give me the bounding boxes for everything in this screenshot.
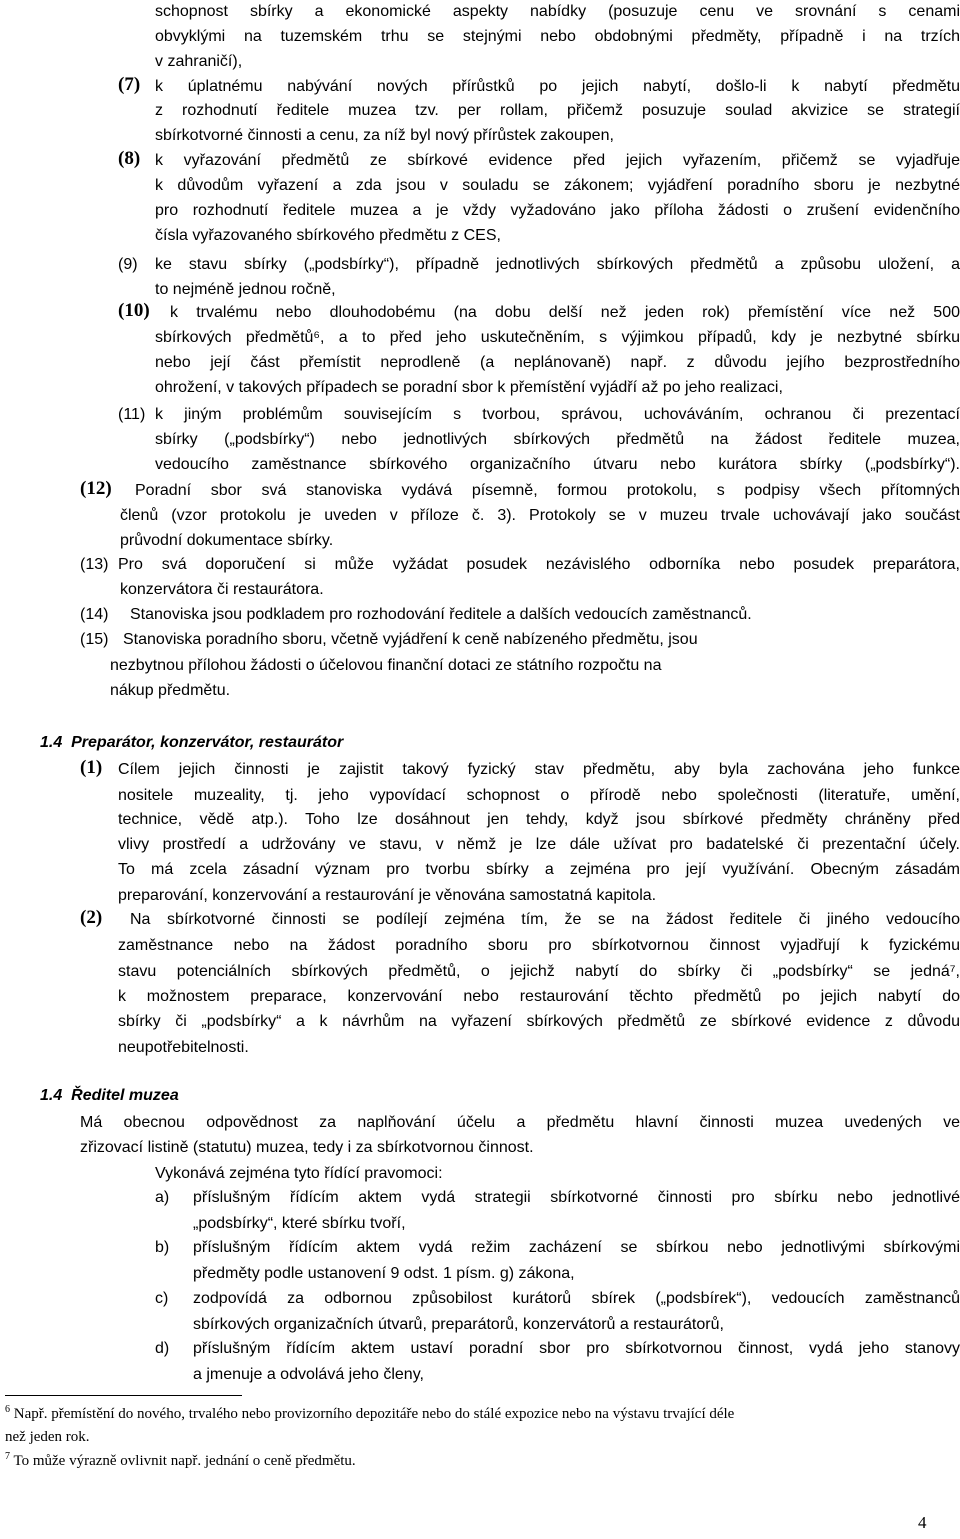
- text-line: vlivy prostředí a udržovány ve stavu, v němž je lze dále užívat pro badatelské či prezentační účely.: [118, 836, 960, 853]
- item-number: d): [155, 1340, 170, 1357]
- text-line: a jmenuje a odvolává jeho členy,: [193, 1366, 424, 1383]
- footnote-mark: 6: [5, 1404, 10, 1415]
- footnote-text: To může výrazně ovlivnit např. jednání o ceně předmětu.: [13, 1453, 356, 1469]
- footnote: [5, 1428, 90, 1446]
- page-number: 4: [918, 1513, 927, 1532]
- text-line: obvyklými na tuzemském trhu se stejnými nebo obdobnými předměty, případně i na trzích: [155, 28, 960, 45]
- footnote: [5, 1405, 734, 1423]
- text-line: nebo její část přemístit neprodleně (a neplánovaně) např. z důvodu jejího bezprostředního: [155, 354, 960, 371]
- item-number: (2): [80, 907, 103, 928]
- item-number: (12): [80, 478, 112, 499]
- text-line: z rozhodnutí ředitele muzea tzv. per rollam, přičemž posuzuje soulad akvizice se strategií: [155, 102, 960, 119]
- text-line: schopnost sbírky a ekonomické aspekty nabídky (posuzuje cenu ve srovnání s cenami: [155, 3, 960, 20]
- text-line: stavu potenciálních sbírkových předmětů, o jejichž nabytí do sbírky či „podsbírky“ se jedná⁷,: [118, 963, 960, 980]
- text-line: konzervátora či restaurátora.: [120, 581, 324, 598]
- text-line: sbírkových organizačních útvarů, preparátorů, konzervátorů a restaurátorů,: [193, 1316, 724, 1333]
- item-number: (11): [118, 406, 146, 423]
- item-number: b): [155, 1239, 170, 1256]
- footnote-text: Např. přemístění do nového, trvalého nebo provizorního depozitáře nebo do stálé expozice nebo na výstavu trvající déle: [13, 1406, 735, 1422]
- text-line: k možnostem preparace, konzervování nebo restaurování těchto předmětů po jejich nabytí do: [118, 988, 960, 1005]
- text-line: ke stavu sbírky („podsbírky“), případně jednotlivých sbírkových předmětů a způsobu uložení, a: [155, 256, 960, 273]
- text-line: To má zcela zásadní význam pro tvorbu sbírky a zejména pro její využívání. Obecným zásadám: [118, 861, 960, 878]
- text-line: sbírkových předmětů⁶, a to před jeho uskutečněním, s výjimkou případů, kdy je nezbytné sbírku: [155, 329, 960, 346]
- text-line: příslušným řídícím aktem vydá strategii sbírkotvorné činnosti pro sbírku nebo jednotlivé: [193, 1189, 960, 1206]
- text-line: k trvalému nebo dlouhodobému (na dobu delší než jeden rok) přemístění více než 500: [170, 304, 960, 321]
- text-line: pro rozhodnutí ředitele muzea a je vždy vyžadováno jako příloha žádosti o zrušení evidenčního: [155, 202, 960, 219]
- item-number: (14): [80, 606, 109, 623]
- item-number: (7): [118, 74, 141, 95]
- text-line: zaměstnance nebo na žádost poradního sboru pro sbírkotvornou činnost vyjadřují k fyzickému: [118, 937, 960, 954]
- text-line: příslušným řídícím aktem ustaví poradní sbor pro sbírkotvornou činnost, vydá jeho stanovy: [193, 1340, 960, 1357]
- item-number: (13): [80, 556, 109, 573]
- footnote-mark: 7: [5, 1451, 10, 1462]
- footnote: [5, 1452, 356, 1470]
- text-line: Má obecnou odpovědnost za naplňování účelu a předmětu hlavní činnosti muzea uvedených ve: [80, 1114, 960, 1131]
- text-line: preparování, konzervování a restaurování je věnována samostatná kapitola.: [118, 887, 657, 904]
- section-heading: 1.4 Ředitel muzea: [40, 1087, 179, 1104]
- text-line: Pro svá doporučení si může vyžádat posudek nezávislého odborníka nebo posudek preparátora,: [118, 556, 960, 573]
- text-line: k vyřazování předmětů ze sbírkové evidence před jejich vyřazením, přičemž se vyjadřuje: [155, 152, 960, 169]
- text-line: sbírky či „podsbírky“ a k návrhům na vyřazení sbírkových předmětů ze sbírkové evidence z důvodu: [118, 1013, 960, 1030]
- text-line: k jiným problémům souvisejícím s tvorbou, správou, uchováváním, ochranou či prezentací: [155, 406, 960, 423]
- text-line: k důvodům vyřazení a zda jsou v souladu se zákonem; vyjádření poradního sboru je nezbytné: [155, 177, 960, 194]
- text-line: Na sbírkotvorné činnosti se podílejí zejména tím, že se na žádost ředitele či jiného vedoucího: [130, 911, 960, 928]
- text-line: průvodní dokumentace sbírky.: [120, 532, 334, 549]
- text-line: neupotřebitelnosti.: [118, 1039, 249, 1056]
- text-line: vedoucího zaměstnance sbírkového organizačního útvaru nebo kurátora sbírky („podsbírky“).: [155, 456, 960, 473]
- text-line: ohrožení, v takových případech se poradní sbor k přemístění vyjádří až po jeho realizaci,: [155, 379, 783, 396]
- text-line: v zahraničí),: [155, 53, 243, 70]
- text-line: Cílem jejich činnosti je zajistit takový fyzický stav předmětu, aby byla zachována jeho funkce: [118, 761, 960, 778]
- text-line: příslušným řídícím aktem vydá režim zacházení se sbírkou nebo jednotlivými sbírkovými: [193, 1239, 960, 1256]
- text-line: technice, vědě atp.). Toho lze dosáhnout jen tehdy, když jsou sbírkové předměty chráněny před: [118, 811, 960, 828]
- item-number: (8): [118, 148, 141, 169]
- text-line: zodpovídá za odbornou způsobilost kurátorů sbírek („podsbírek“), vedoucích zaměstnanců: [193, 1290, 960, 1307]
- text-line: Stanoviska jsou podkladem pro rozhodování ředitele a dalších vedoucích zaměstnanců.: [130, 606, 752, 623]
- footnote-text: než jeden rok.: [5, 1429, 90, 1445]
- text-line: sbírky („podsbírky“) nebo jednotlivých sbírkových předmětů na žádost ředitele muzea,: [155, 431, 960, 448]
- text-line: nositele muzeality, tj. jeho vypovídací schopnost o přírodě nebo společnosti (literatuře, umění,: [118, 787, 960, 804]
- text-line: sbírkotvorné činnosti a cenu, za níž byl nový přírůstek zakoupen,: [155, 127, 614, 144]
- item-number: c): [155, 1290, 169, 1307]
- text-line: „podsbírky“, které sbírku tvoří,: [193, 1215, 406, 1232]
- text-line: Poradní sbor svá stanoviska vydává písemně, formou protokolu, s podpisy všech přítomných: [135, 482, 960, 499]
- item-number: (10): [118, 300, 150, 321]
- text-line: Vykonává zejména tyto řídící pravomoci:: [155, 1165, 443, 1182]
- text-line: čísla vyřazovaného sbírkového předmětu z CES,: [155, 227, 501, 244]
- text-line: nezbytnou přílohou žádosti o účelovou finanční dotaci ze státního rozpočtu na: [110, 657, 662, 674]
- text-line: zřizovací listině (statutu) muzea, tedy i za sbírkotvornou činnost.: [80, 1139, 534, 1156]
- text-line: členů (vzor protokolu je uveden v příloze č. 3). Protokoly se v muzeu trvale uchovávají jako součást: [120, 507, 960, 524]
- text-line: nákup předmětu.: [110, 682, 231, 699]
- text-line: předměty podle ustanovení 9 odst. 1 písm. g) zákona,: [193, 1265, 575, 1282]
- text-line: Stanoviska poradního sboru, včetně vyjádření k ceně nabízeného předmětu, jsou: [123, 631, 698, 648]
- item-number: a): [155, 1189, 170, 1206]
- section-heading: 1.4 Preparátor, konzervátor, restaurátor: [40, 734, 344, 751]
- item-number: (9): [118, 256, 138, 273]
- footnote-rule: [5, 1395, 242, 1396]
- text-line: to nejméně jednou ročně,: [155, 281, 336, 298]
- item-number: (1): [80, 757, 103, 778]
- item-number: (15): [80, 631, 109, 648]
- text-line: k úplatnému nabývání nových přírůstků po jejich nabytí, došlo-li k nabytí předmětu: [155, 78, 960, 95]
